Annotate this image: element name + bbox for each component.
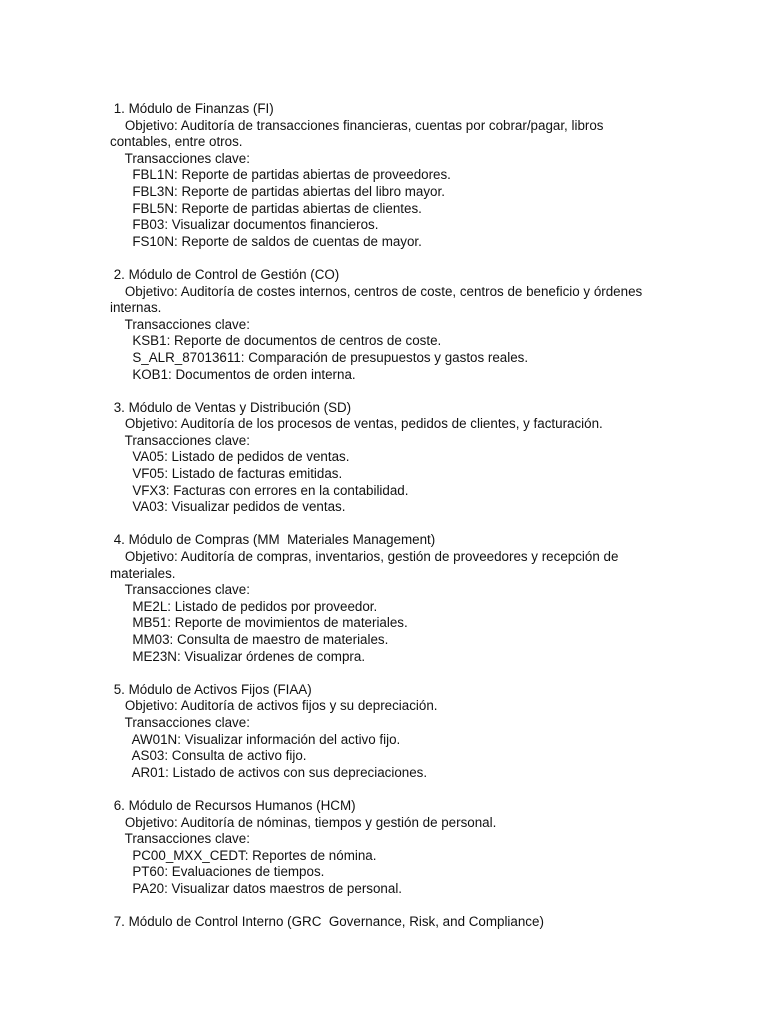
section-spacer	[110, 250, 650, 267]
transaction-item: FBL3N: Reporte de partidas abiertas del libro mayor.	[110, 183, 445, 199]
transaction-item: PA20: Visualizar datos maestros de personal.	[110, 880, 403, 896]
transaction-item: FB03: Visualizar documentos financieros.	[110, 217, 379, 233]
transactions-label: Transacciones clave:	[110, 582, 250, 598]
document-body	[110, 101, 650, 931]
section-title: 5. Módulo de Activos Fijos (FIAA)	[110, 681, 312, 697]
transaction-item: VA05: Listado de pedidos de ventas.	[110, 449, 350, 465]
transaction-item: FBL1N: Reporte de partidas abiertas de proveedores.	[110, 167, 451, 183]
transaction-item: KSB1: Reporte de documentos de centros de coste.	[110, 333, 442, 349]
transaction-item: VFX3: Facturas con errores en la contabilidad.	[110, 482, 409, 498]
transactions-label: Transacciones clave:	[110, 432, 250, 448]
section-mm	[110, 532, 650, 665]
section-title: 4. Módulo de Compras (MM Materiales Management)	[110, 532, 436, 548]
transaction-item: FBL5N: Reporte de partidas abiertas de clientes.	[110, 200, 422, 216]
transactions-label: Transacciones clave:	[110, 150, 250, 166]
transaction-item: AR01: Listado de activos con sus depreciaciones.	[110, 764, 428, 780]
section-co	[110, 267, 650, 383]
section-grc	[110, 914, 650, 931]
section-objective: Objetivo: Auditoría de transacciones financieras, cuentas por cobrar/pagar, libros contables, entre otros.	[110, 117, 608, 150]
section-spacer	[110, 516, 650, 533]
section-title: 1. Módulo de Finanzas (FI)	[110, 101, 274, 116]
transactions-label: Transacciones clave:	[110, 714, 250, 730]
section-spacer	[110, 898, 650, 915]
section-title: 2. Módulo de Control de Gestión (CO)	[110, 266, 340, 282]
transaction-item: AS03: Consulta de activo fijo.	[110, 748, 307, 764]
section-objective: Objetivo: Auditoría de activos fijos y su depreciación.	[110, 698, 438, 714]
section-spacer	[110, 665, 650, 682]
transaction-item: PC00_MXX_CEDT: Reportes de nómina.	[110, 847, 377, 863]
section-title: 7. Módulo de Control Interno (GRC Governance, Risk, and Compliance)	[110, 914, 544, 930]
transaction-item: VF05: Listado de facturas emitidas.	[110, 466, 343, 482]
transaction-item: S_ALR_87013611: Comparación de presupuestos y gastos reales.	[110, 349, 529, 365]
transaction-item: FS10N: Reporte de saldos de cuentas de mayor.	[110, 233, 422, 249]
transaction-item: ME23N: Visualizar órdenes de compra.	[110, 648, 366, 664]
section-objective: Objetivo: Auditoría de los procesos de ventas, pedidos de clientes, y facturación.	[110, 416, 603, 432]
section-title: 3. Módulo de Ventas y Distribución (SD)	[110, 399, 352, 415]
transaction-item: MB51: Reporte de movimientos de materiales.	[110, 615, 408, 631]
section-hcm	[110, 798, 650, 898]
transaction-item: VA03: Visualizar pedidos de ventas.	[110, 499, 346, 515]
section-sd	[110, 400, 650, 516]
transaction-item: ME2L: Listado de pedidos por proveedor.	[110, 598, 378, 614]
section-objective: Objetivo: Auditoría de nóminas, tiempos y gestión de personal.	[110, 814, 497, 830]
transaction-item: PT60: Evaluaciones de tiempos.	[110, 864, 325, 880]
section-spacer	[110, 781, 650, 798]
section-objective: Objetivo: Auditoría de costes internos, centros de coste, centros de beneficio y órdenes internas.	[110, 283, 646, 316]
transaction-item: KOB1: Documentos de orden interna.	[110, 366, 356, 382]
transactions-label: Transacciones clave:	[110, 316, 250, 332]
section-fi	[110, 101, 650, 250]
section-objective: Objetivo: Auditoría de compras, inventarios, gestión de proveedores y recepción de materiales.	[110, 549, 623, 581]
transaction-item: MM03: Consulta de maestro de materiales.	[110, 632, 389, 647]
section-title: 6. Módulo de Recursos Humanos (HCM)	[110, 797, 356, 813]
transaction-item: AW01N: Visualizar información del activo fijo.	[110, 731, 401, 747]
transactions-label: Transacciones clave:	[110, 831, 250, 847]
section-fiaa	[110, 682, 650, 782]
section-spacer	[110, 383, 650, 400]
